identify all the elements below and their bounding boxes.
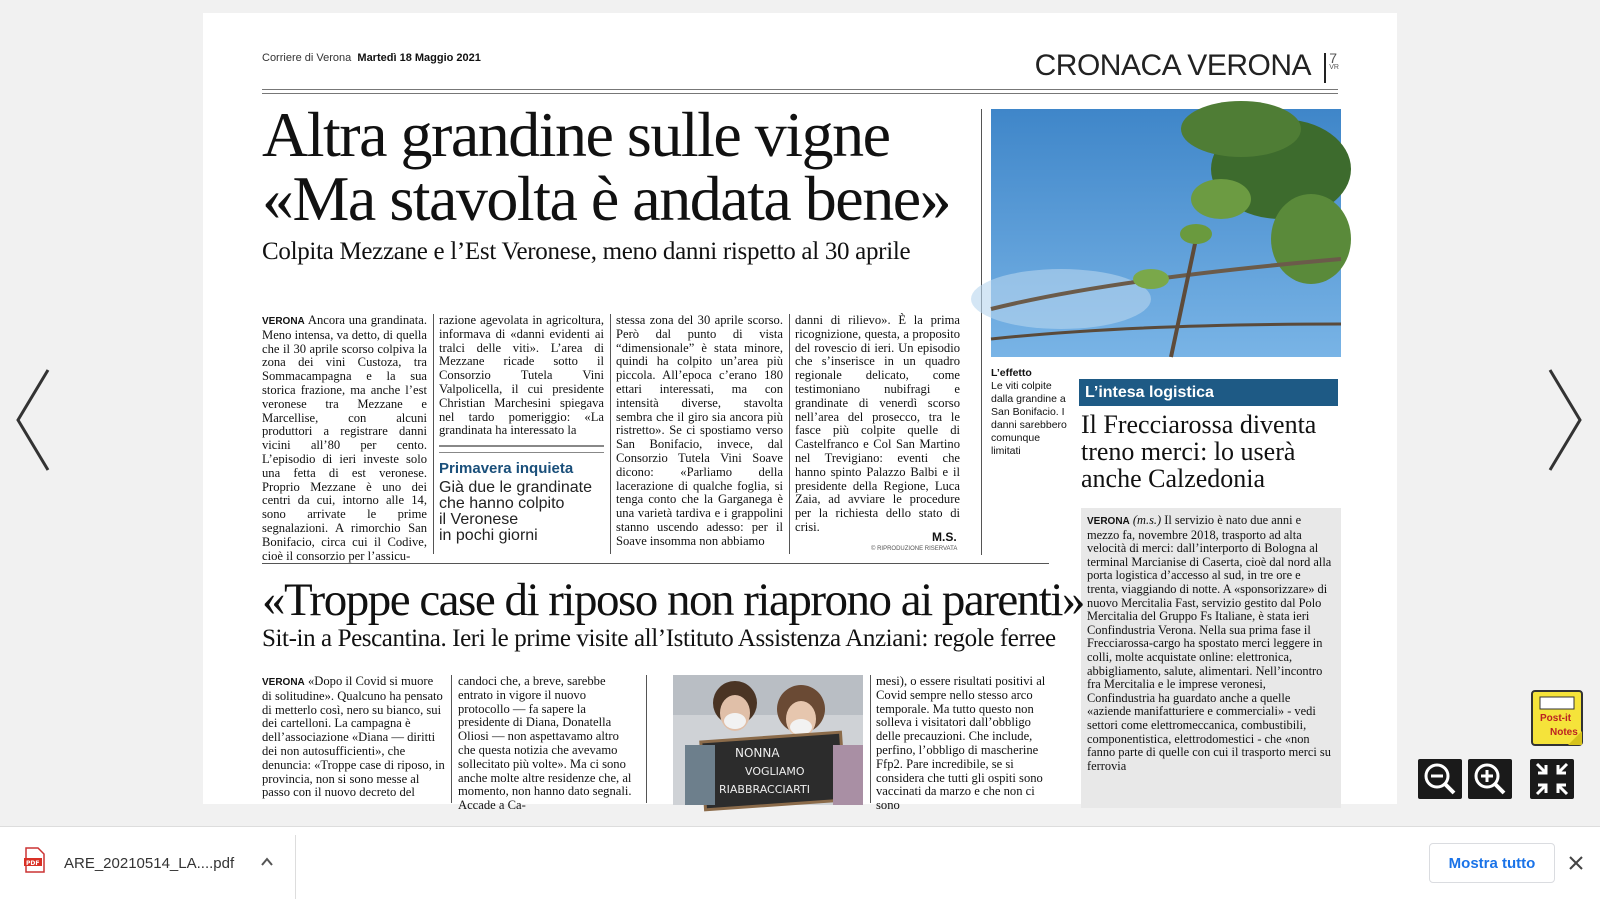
box-primavera-title: Primavera inquieta [439,460,574,477]
article1-column-3: stessa zona del 30 aprile scorso. Però dal punto di vista “dimensionale” è stata minore, quindi ha colpito un’area più piccola. All’epoca c’erano 180 ettari interessati, ma con intensità diverse, stavolta sembra che il giro sia ancora più ristretto». Se ci spostiamo verso San Bonifacio, invece, dal Consorzio Tutela Vini Soave dicono: «Parliamo della lacerazione di qualche foglia, si tenga conto che la Garganega è una varietà tardiva e i grappolini stanno uscendo adesso: per il Soave insomma non abbiamo [616,313,783,548]
vineyard-photo [991,109,1341,357]
chevron-left-icon [13,365,53,475]
download-file-name[interactable]: ARE_20210514_LA....pdf [64,855,235,872]
svg-text:RIABBRACCIARTI: RIABBRACCIARTI [719,783,810,796]
section-divider [1324,53,1326,83]
next-page-button[interactable] [1545,365,1585,475]
header-rule-2 [262,93,1338,94]
fullscreen-button[interactable] [1530,759,1574,799]
header-rule [262,89,1338,90]
pdf-file-icon [24,847,46,873]
page-number: 7 VR [1329,50,1339,71]
chevron-right-icon [1545,365,1585,475]
article1-column-2: razione agevolata in agricoltura, informava di «danni evidenti ai tralci delle viti». L’area di Mezzane ricade sotto il Consorzio Tutela Vini Valpolicella, il cui presidente Christian Marchesini spiegava nel tardo pomeriggio: «La grandinata ha interessato la [439,313,604,438]
subheadline-grandine: Colpita Mezzane e l’Est Veronese, meno danni rispetto al 30 aprile [262,238,911,265]
article2-column-2: candoci che, a breve, sarebbe entrato in vigore il nuovo protocollo — fa sapere la presidente di Diana, Donatella Oliosi — non aspettavamo altro che questa notizia che avevamo sollecitato più volte». Ma ci sono anche molte altre residenze che, al momento, non hanno dato segnali. Accade a Ca- [458,674,632,813]
column-rule [433,314,434,554]
issue-date: Martedì 18 Maggio 2021 [357,52,481,64]
newspaper-name: Corriere di Verona [262,52,352,64]
headline-frecciarossa: Il Frecciarossa diventa treno merci: lo userà anche Calzedonia [1081,410,1317,493]
zoom-in-icon [1468,759,1512,799]
column-rule [451,675,452,803]
download-item[interactable] [24,847,46,878]
chevron-up-icon [260,855,274,869]
postit-notes-button[interactable] [1530,689,1584,747]
download-divider [295,835,296,899]
protest-photo [673,675,863,805]
masthead-source [262,52,481,64]
column-rule [646,675,647,803]
sign-text: NONNA [735,746,780,760]
newspaper-page [203,13,1397,813]
download-bar [0,826,1600,901]
show-all-button[interactable]: Mostra tutto [1429,843,1555,883]
zoom-in-button[interactable] [1468,759,1512,799]
photo-caption: L’effetto Le viti colpite dalla grandine a San Bonifacio. I danni sarebbero comunque limitati [991,367,1067,457]
subheadline-case-riposo: Sit-in a Pescantina. Ieri le prime visite all’Istituto Assistenza Anziani: regole ferree [262,625,1056,652]
section-title: CRONACA VERONA [1034,49,1311,82]
close-icon [1568,855,1584,871]
page-edition: VR [1329,64,1339,71]
headline-grandine: Altra grandine sulle vigne «Ma stavolta è andata bene» [262,99,951,234]
article3-body: VERONA (m.s.) Il servizio è nato due anni e mezzo fa, novembre 2018, trasporto ad alta velocità di merci: dall’interporto di Bologna al terminal Marcianise di Caserta, cioè dal nord alla porta logistica d’accesso al sud, in tre ore e trenta, viaggiando di notte. A «sponsorizzare» di nuovo Mercitalia Fast, servizio gestito dal Polo Mercitalia del Gruppo Fs Italiane, è stata ieri Confindustria Verona. Nella sua prima fase il Frecciarossa-cargo ha spostato merci leggere in colli, molte acquistate online: elettronica, abbigliamento, salute, alimentari. Nell’incontro fra Mercitalia e le imprese veronesi, Confindustria ha guardato anche a quelle «aziende manifatturiere e commerciali» - vedi settori come elettromeccanica, combustibili, componentistica, elettrodomestici - che «non fanno parte di quelle con cui il trasporto merci su ferrovia [1087,513,1332,773]
kicker-intesa-logistica: L’intesa logistica [1079,379,1338,406]
article1-column-4: danni di rilievo». È la prima ricognizione, questa, a proposito del rovescio di ieri. Un episodio che s’inserisce in un quadro regionale delicato, come testimoniano nubifragi e grandinate di venerdì scorso nell’area del prosecco, tra le fasce più colpite quelle di Castelfranco e Col San Martino nel Trevigiano: eventi che hanno spinto Palazzo Balbi e il presidente della Regione, Luca Zaia, ad avviare le procedure per la richiesta dello stato di crisi. [795,313,960,534]
column-rule [981,109,982,555]
postit-label: Post-it [1540,713,1572,724]
zoom-out-icon [1418,759,1462,799]
column-rule [610,314,611,554]
svg-text:PDF: PDF [26,860,40,867]
zoom-out-button[interactable] [1418,759,1462,799]
column-rule [870,675,871,803]
article2-column-4: mesi), o essere risultati positivi al Covid sempre nello stesso arco temporale. Ma tutto questo non solleva i visitatori dall’obbligo delle precauzioni. Che include, perfino, l’obbligo di mascherine Ffp2. Pare incredibile, se si considera che tutti gli ospiti sono vaccinati da marzo e che non ci sono [876,674,1046,813]
close-download-bar-button[interactable] [1568,851,1584,877]
headline-case-riposo: «Troppe case di riposo non riaprono ai parenti» [262,574,1084,626]
copyright-note: © RIPRODUZIONE RISERVATA [871,546,958,552]
column-rule [789,314,790,554]
signature: M.S. [932,530,957,544]
box-primavera-text: Già due le grandinate che hanno colpito il Veronese in pochi giorni [439,479,592,544]
box-rule [439,452,604,453]
fullscreen-exit-icon [1530,759,1574,799]
box-rule [439,445,604,447]
article-separator [262,563,1049,564]
svg-text:VOGLIAMO: VOGLIAMO [745,765,805,778]
postit-label: Notes [1550,727,1578,738]
article1-column-1: VERONA Ancora una grandinata. Meno intensa, va detto, di quella che il 30 aprile scorso colpiva la zona dei vini Custoza, tra Sommacampagna e la sua storica frazione, ma anche l’est veronese tra Mezzane e Marcellise, con alcuni produttori a registrare danni vicini all’80 per cento. L’episodio di ieri investe solo una fetta di est veronese. Proprio Mezzane è uno dei centri da cui, intorno alle 14, sono arrivate le prime segnalazioni. A rimorchio San Bonifacio, circa cui il Codive, cioè il consorzio per l’assicu- [262,313,427,563]
article2-column-1: VERONA «Dopo il Covid si muore di solitudine». Qualcuno ha pensato di metterlo così, nero su bianco, sui dei cartelloni. La campagna è dell’associazione «Diana — diritti dei non autosufficienti», che denuncia: «Troppe case di riposo, in provincia, non si sono messe al passo con il nuovo decreto del [262,674,445,800]
prev-page-button[interactable] [13,365,53,475]
download-options-button[interactable] [260,855,274,874]
